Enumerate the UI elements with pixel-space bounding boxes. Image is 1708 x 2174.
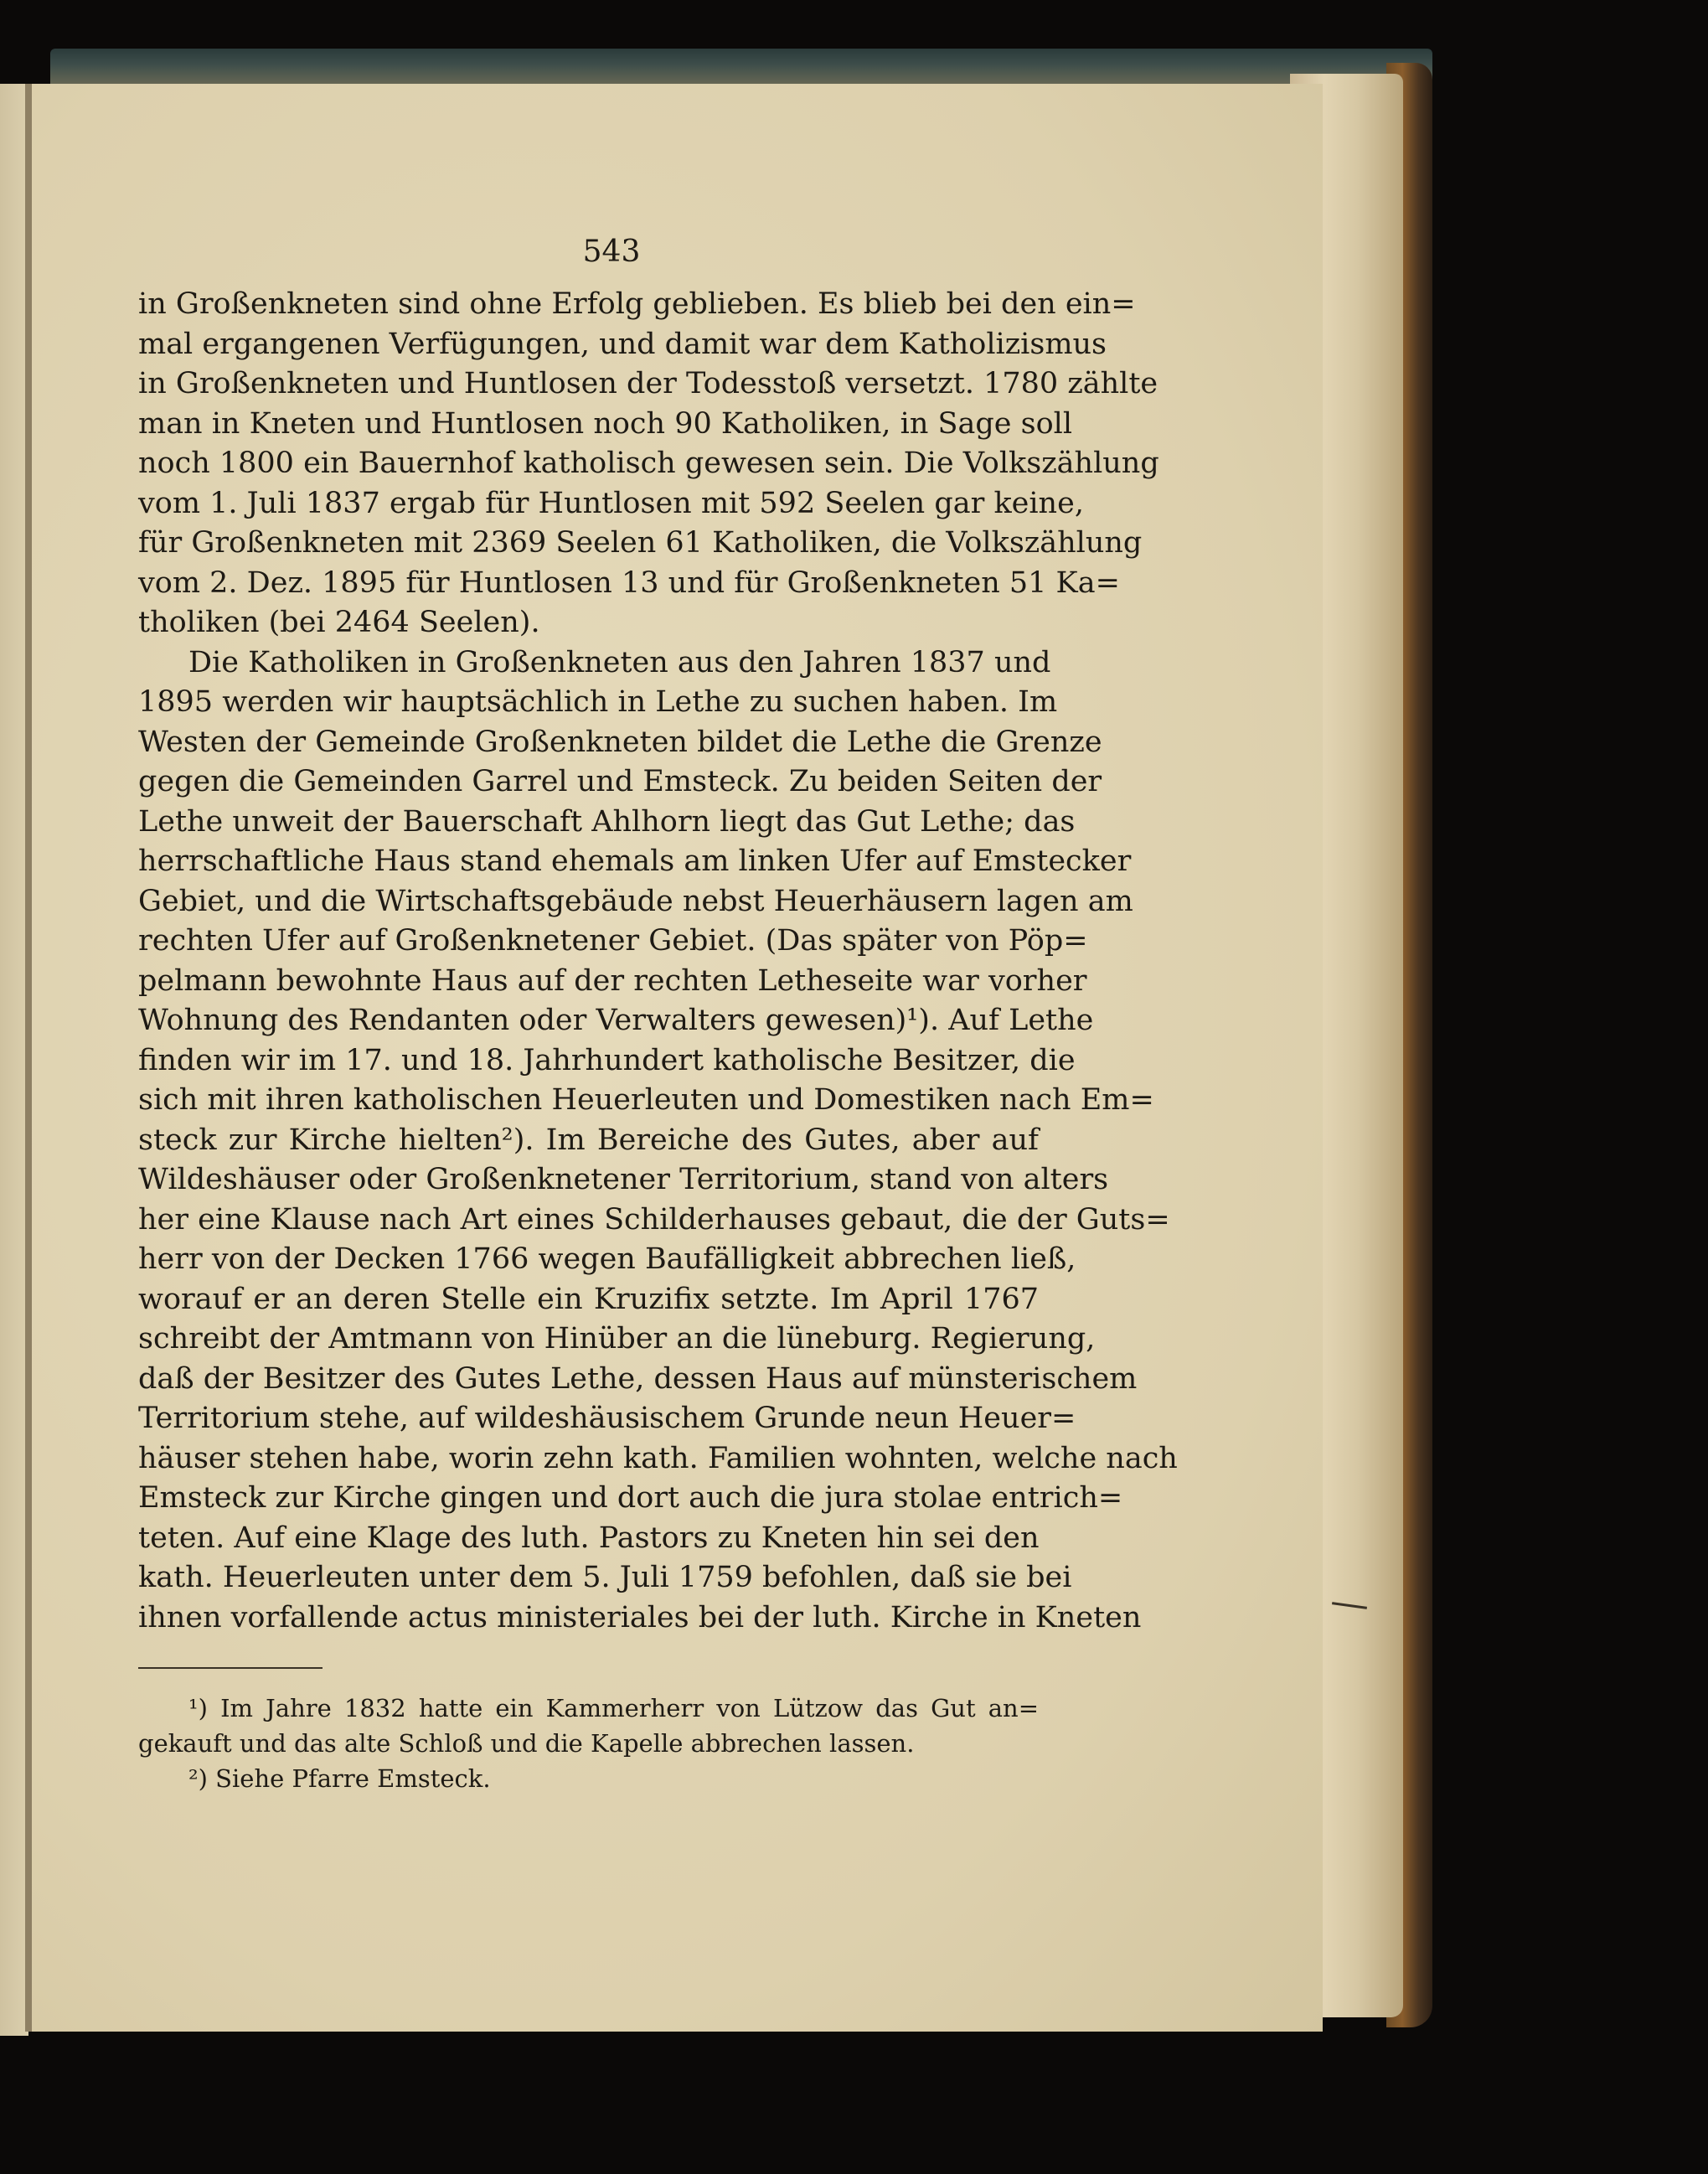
text-line: Wohnung des Rendanten oder Verwalters gewesen)¹). Auf Lethe: [138, 1004, 1094, 1037]
text-line: man in Kneten und Huntlosen noch 90 Katholiken, in Sage soll: [138, 406, 1073, 441]
text-line: Emsteck zur Kirche gingen und dort auch die jura stolae entrich=: [138, 1481, 1123, 1515]
page-gutter: [25, 84, 32, 2032]
text-line: daß der Besitzer des Gutes Lethe, dessen Haus auf münsterischem: [138, 1361, 1138, 1396]
text-line: herrschaftliche Haus stand ehemals am linken Ufer auf Emstecker: [138, 844, 1132, 878]
text-line: vom 2. Dez. 1895 für Huntlosen 13 und für Großenkneten 51 Ka=: [138, 565, 1120, 600]
text-line: Westen der Gemeinde Großenkneten bildet die Lethe die Grenze: [138, 725, 1102, 759]
footnote-separator: [138, 1667, 323, 1669]
left-page-edge: [0, 84, 28, 2036]
text-line: Gebiet, und die Wirtschaftsgebäude nebst Heuerhäusern lagen am: [138, 884, 1133, 918]
text-line: Die Katholiken in Großenkneten aus den Jahren 1837 und: [188, 645, 1051, 679]
footnote-line: ²) Siehe Pfarre Emsteck.: [188, 1764, 491, 1793]
text-line: Lethe unweit der Bauerschaft Ahlhorn liegt das Gut Lethe; das: [138, 804, 1076, 839]
text-line: in Großenkneten und Huntlosen der Todesstoß versetzt. 1780 zählte: [138, 367, 1158, 400]
text-line: teten. Auf eine Klage des luth. Pastors zu Kneten hin sei den: [138, 1521, 1040, 1555]
text-line: noch 1800 ein Bauernhof katholisch gewesen sein. Die Volkszählung: [138, 447, 1159, 480]
footnotes: [138, 1691, 1039, 1796]
text-line: ihnen vorfallende actus ministeriales bei der luth. Kirche in Kneten: [138, 1600, 1142, 1634]
book-binding: [50, 49, 1432, 87]
text-line: häuser stehen habe, worin zehn kath. Familien wohnten, welche nach: [138, 1441, 1178, 1475]
text-line: worauf er an deren Stelle ein Kruzifix setzte. Im April 1767: [138, 1282, 1039, 1316]
text-line: mal ergangenen Verfügungen, und damit war dem Katholizismus: [138, 327, 1107, 361]
page-number: 543: [582, 235, 641, 269]
main-text: [138, 285, 1178, 1638]
text-line: finden wir im 17. und 18. Jahrhundert katholische Besitzer, die: [138, 1043, 1076, 1077]
text-line: Wildeshäuser oder Großenknetener Territorium, stand von alters: [138, 1163, 1109, 1196]
text-line: her eine Klause nach Art eines Schilderhauses gebaut, die der Guts=: [138, 1202, 1170, 1237]
text-line: in Großenkneten sind ohne Erfolg geblieben. Es blieb bei den ein=: [138, 287, 1136, 321]
text-line: Territorium stehe, auf wildeshäusischem Grunde neun Heuer=: [138, 1402, 1076, 1435]
text-line: steck zur Kirche hielten²). Im Bereiche des Gutes, aber auf: [138, 1123, 1039, 1157]
text-line: vom 1. Juli 1837 ergab für Huntlosen mit 592 Seelen gar keine,: [138, 486, 1084, 520]
footnote-line: ¹) Im Jahre 1832 hatte ein Kammerherr von Lützow das Gut an=: [188, 1694, 1039, 1722]
text-line: für Großenkneten mit 2369 Seelen 61 Katholiken, die Volkszählung: [138, 526, 1143, 560]
text-line: pelmann bewohnte Haus auf der rechten Letheseite war vorher: [138, 963, 1087, 998]
text-line: 1895 werden wir hauptsächlich in Lethe zu suchen haben. Im: [138, 685, 1058, 719]
text-line: gegen die Gemeinden Garrel und Emsteck. Zu beiden Seiten der: [138, 765, 1102, 798]
text-line: kath. Heuerleuten unter dem 5. Juli 1759 befohlen, daß sie bei: [138, 1561, 1072, 1594]
text-line: tholiken (bei 2464 Seelen).: [138, 606, 540, 639]
text-line: schreibt der Amtmann von Hinüber an die lüneburg. Regierung,: [138, 1322, 1096, 1356]
text-line: sich mit ihren katholischen Heuerleuten und Domestiken nach Em=: [138, 1083, 1154, 1117]
text-line: herr von der Decken 1766 wegen Baufälligkeit abbrechen ließ,: [138, 1242, 1076, 1276]
footnote-line: gekauft und das alte Schloß und die Kapelle abbrechen lassen.: [138, 1729, 915, 1758]
text-line: rechten Ufer auf Großenknetener Gebiet. (Das später von Pöp=: [138, 924, 1088, 958]
